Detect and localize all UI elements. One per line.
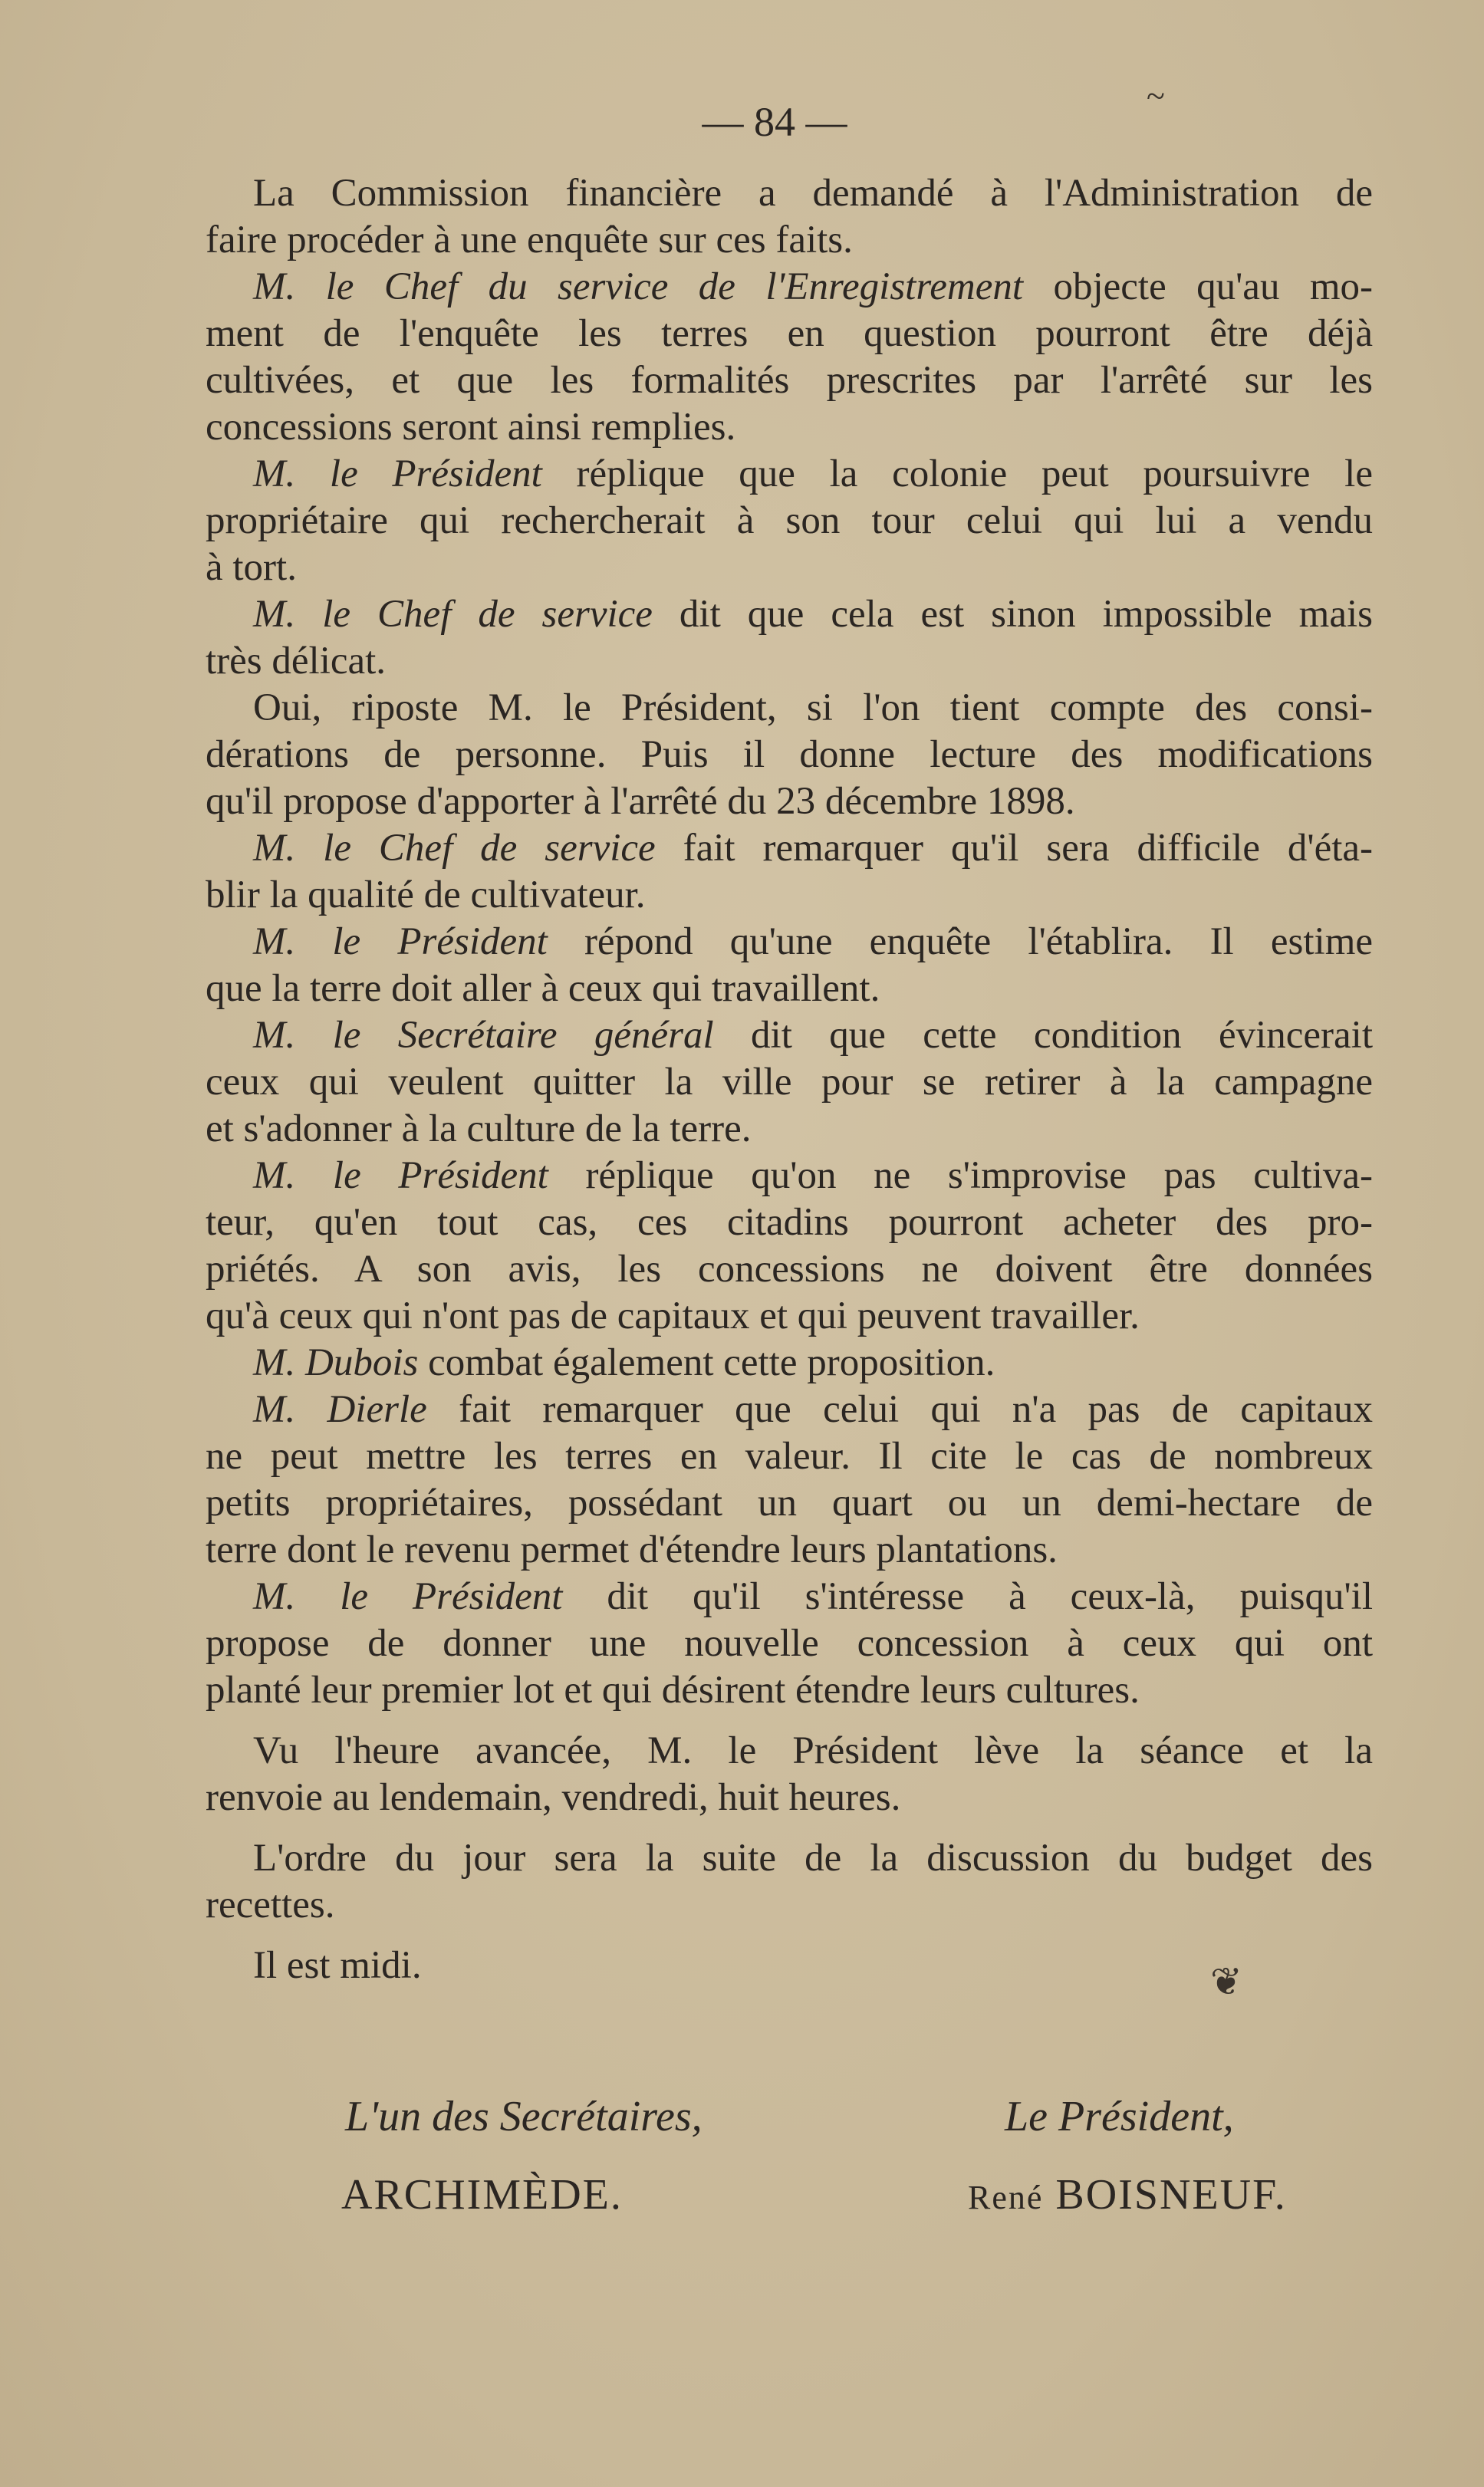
text-line	[206, 311, 1373, 357]
line-text: faire procéder à une enquête sur ces faits.	[206, 219, 853, 262]
text-line	[206, 1835, 1373, 1882]
text-line	[206, 638, 1373, 685]
line-text: dérations de personne. Puis il donne lecture des modifications	[206, 733, 1373, 776]
text-line	[206, 685, 1373, 732]
speaker-name: M. le Chef du service de l'Enregistrement	[253, 265, 1024, 308]
paragraph	[206, 451, 1373, 591]
paragraph	[206, 1835, 1373, 1929]
line-text: dit que cela est sinon impossible mais	[652, 593, 1373, 636]
text-line	[206, 1943, 1373, 1989]
line-text: réplique qu'on ne s'improvise pas cultiva-	[548, 1154, 1373, 1197]
line-text: propriétaire qui rechercherait à son tour celui qui lui a vendu	[206, 499, 1373, 542]
line-text: concessions seront ainsi remplies.	[206, 406, 736, 449]
line-text: terre dont le revenu permet d'étendre leurs plantations.	[206, 1528, 1058, 1571]
body-text	[206, 170, 1373, 1989]
line-text: fait remarquer que celui qui n'a pas de capitaux	[426, 1388, 1373, 1431]
text-line	[206, 1246, 1373, 1293]
line-text: dit que cette condition évincerait	[713, 1014, 1373, 1057]
text-line	[206, 872, 1373, 919]
text-line	[206, 1153, 1373, 1199]
ornament-icon: ❦	[1210, 1960, 1242, 2003]
line-text: ceux qui veulent quitter la ville pour se retirer à la campagne	[206, 1061, 1373, 1104]
text-line	[206, 1527, 1373, 1574]
line-text: Vu l'heure avancée, M. le Président lève la séance et la	[253, 1729, 1373, 1772]
paragraph	[206, 1728, 1373, 1821]
text-line	[206, 1574, 1373, 1620]
president-last-name: BOISNEUF.	[1055, 2171, 1287, 2219]
line-text: La Commission financière a demandé à l'Administration de	[253, 172, 1373, 215]
speaker-name: M. Dubois	[253, 1341, 419, 1384]
text-line	[206, 217, 1373, 264]
line-text: priétés. A son avis, les concessions ne doivent être données	[206, 1248, 1373, 1291]
text-line	[206, 404, 1373, 451]
text-line	[206, 919, 1373, 966]
line-text: que la terre doit aller à ceux qui travaillent.	[206, 967, 880, 1010]
text-line	[206, 732, 1373, 778]
line-text: Il est midi.	[253, 1944, 422, 1987]
text-line	[206, 825, 1373, 872]
text-line	[206, 498, 1373, 544]
paragraph	[206, 1574, 1373, 1714]
line-text: propose de donner une nouvelle concession à ceux qui ont	[206, 1622, 1373, 1665]
paragraph	[206, 825, 1373, 919]
line-text: objecte qu'au mo-	[1023, 265, 1373, 308]
line-text: fait remarquer qu'il sera difficile d'éta-	[655, 827, 1373, 870]
paragraph	[206, 1943, 1373, 1989]
line-text: qu'à ceux qui n'ont pas de capitaux et qui peuvent travailler.	[206, 1294, 1140, 1337]
text-line	[206, 544, 1373, 591]
text-line	[206, 451, 1373, 498]
text-line	[206, 778, 1373, 825]
president-name	[968, 2170, 1287, 2219]
speaker-name: M. le Président	[253, 1575, 563, 1618]
paragraph-gap	[206, 1929, 1373, 1943]
text-line	[206, 1728, 1373, 1775]
paragraph	[206, 919, 1373, 1012]
president-title: Le Président,	[1005, 2093, 1234, 2140]
line-text: qu'il propose d'apporter à l'arrêté du 23 décembre 1898.	[206, 780, 1075, 823]
line-text: à tort.	[206, 546, 297, 589]
line-text: recettes.	[206, 1883, 335, 1926]
line-text: réplique que la colonie peut poursuivre le	[541, 452, 1373, 495]
line-text: Oui, riposte M. le Président, si l'on tient compte des consi-	[253, 686, 1373, 729]
text-line	[206, 1433, 1373, 1480]
text-line	[206, 1293, 1373, 1340]
line-text: ne peut mettre les terres en valeur. Il cite le cas de nombreux	[206, 1435, 1373, 1478]
line-text: teur, qu'en tout cas, ces citadins pourront acheter des pro-	[206, 1201, 1373, 1244]
text-line	[206, 1882, 1373, 1929]
line-text: répond qu'une enquête l'établira. Il estime	[547, 920, 1373, 963]
paragraph	[206, 1340, 1373, 1387]
text-line	[206, 264, 1373, 311]
paragraph	[206, 264, 1373, 451]
speaker-name: M. le Chef de service	[253, 593, 653, 636]
paragraph	[206, 685, 1373, 825]
speaker-name: M. le Chef de service	[253, 827, 656, 870]
line-text: blir la qualité de cultivateur.	[206, 873, 646, 916]
paragraph-gap	[206, 1821, 1373, 1835]
line-text: combat également cette proposition.	[418, 1341, 995, 1384]
text-line	[206, 1775, 1373, 1821]
line-text: ment de l'enquête les terres en question pourront être déjà	[206, 312, 1373, 355]
line-text: très délicat.	[206, 640, 387, 683]
paragraph	[206, 1387, 1373, 1574]
line-text: dit qu'il s'intéresse à ceux-là, puisqu'il	[562, 1575, 1373, 1618]
page-number: — 84 —	[702, 99, 847, 145]
text-line	[206, 1012, 1373, 1059]
secretary-name: ARCHIMÈDE.	[341, 2171, 623, 2219]
text-line	[206, 591, 1373, 638]
line-text: L'ordre du jour sera la suite de la discussion du budget des	[253, 1837, 1373, 1880]
line-text: et s'adonner à la culture de la terre.	[206, 1107, 752, 1150]
text-line	[206, 1387, 1373, 1433]
speaker-name: M. le Président	[253, 452, 542, 495]
paragraph	[206, 170, 1373, 264]
ink-mark: ~	[1147, 77, 1165, 115]
paragraph	[206, 1153, 1373, 1340]
text-line	[206, 1059, 1373, 1106]
text-line	[206, 1199, 1373, 1246]
paragraph	[206, 1012, 1373, 1153]
text-line	[206, 1667, 1373, 1714]
line-text: cultivées, et que les formalités prescrites par l'arrêté sur les	[206, 359, 1373, 402]
secretary-title: L'un des Secrétaires,	[345, 2093, 703, 2140]
text-line	[206, 1106, 1373, 1153]
speaker-name: M. le Président	[253, 1154, 548, 1197]
text-line	[206, 170, 1373, 217]
president-first-name: René	[968, 2179, 1044, 2216]
text-line	[206, 357, 1373, 404]
speaker-name: M. le Secrétaire général	[253, 1014, 714, 1057]
text-line	[206, 1620, 1373, 1667]
text-line	[206, 966, 1373, 1012]
paragraph-gap	[206, 1714, 1373, 1728]
speaker-name: M. le Président	[253, 920, 548, 963]
paragraph	[206, 591, 1373, 685]
text-line	[206, 1480, 1373, 1527]
line-text: petits propriétaires, possédant un quart ou un demi-hectare de	[206, 1482, 1373, 1525]
line-text: renvoie au lendemain, vendredi, huit heures.	[206, 1776, 901, 1819]
text-line	[206, 1340, 1373, 1387]
speaker-name: M. Dierle	[253, 1388, 427, 1431]
line-text: planté leur premier lot et qui désirent étendre leurs cultures.	[206, 1669, 1140, 1712]
